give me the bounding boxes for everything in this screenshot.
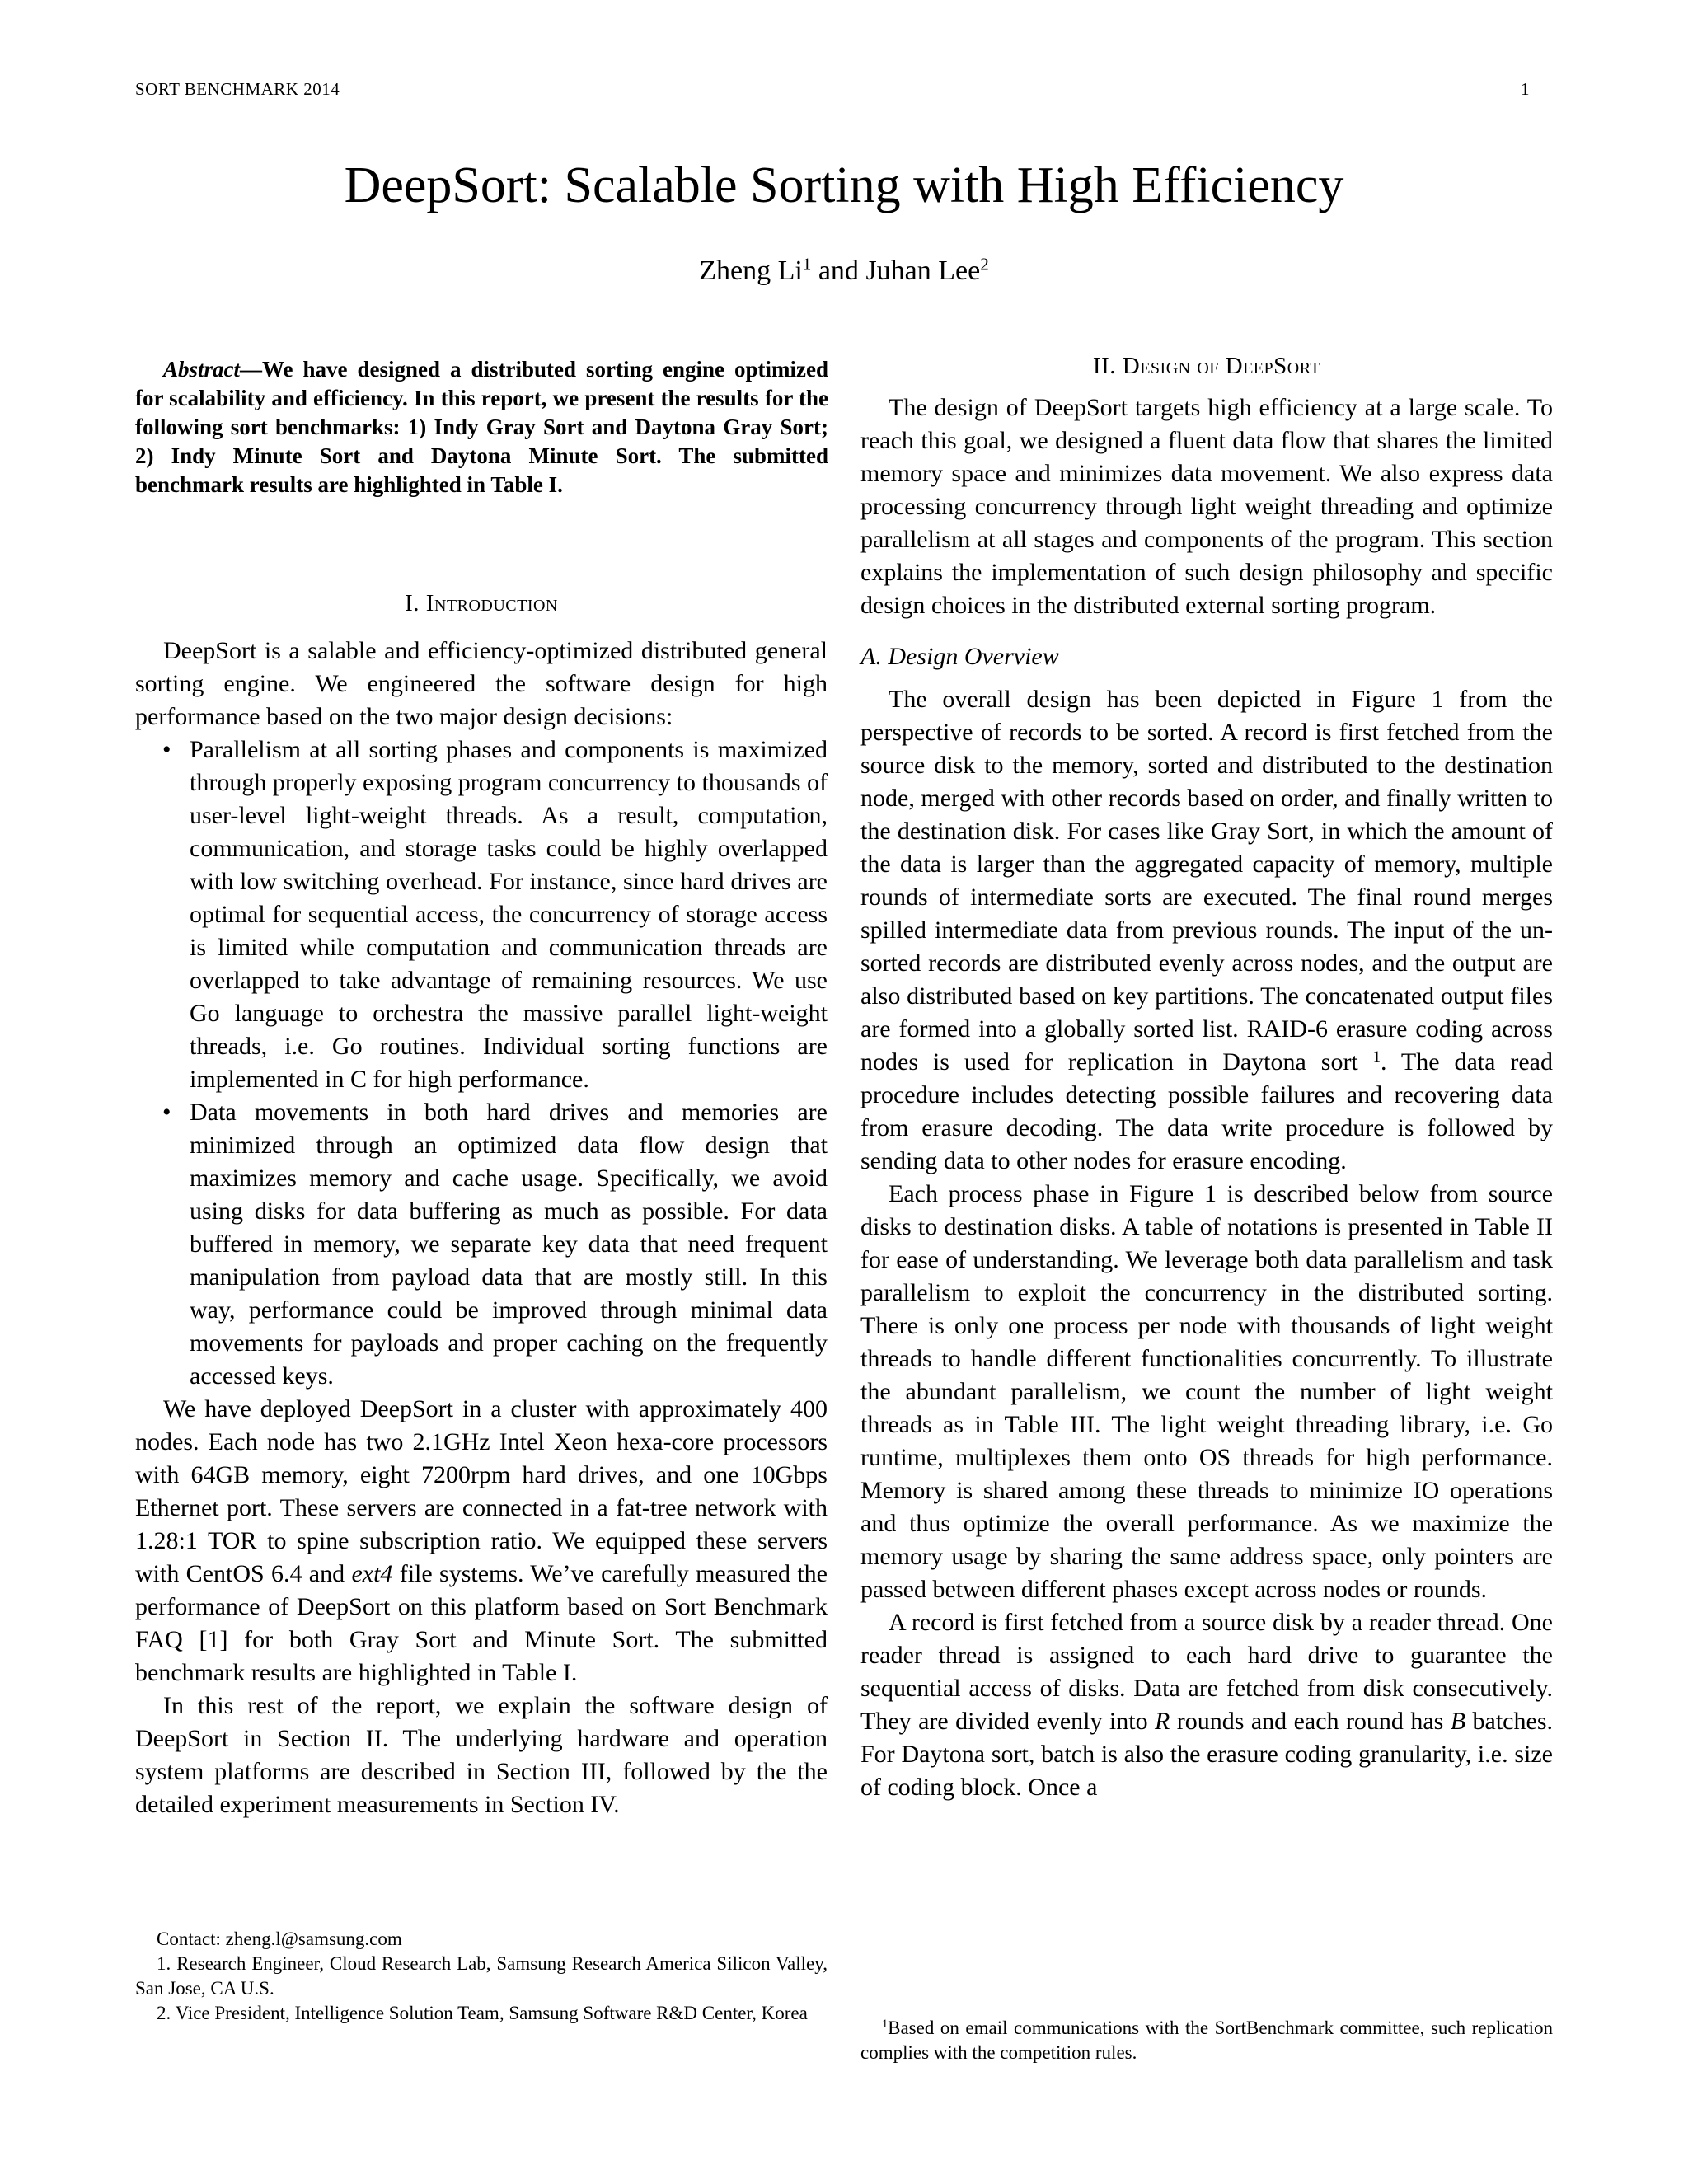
- author-1: Zheng Li: [699, 255, 803, 286]
- footnote-ref-1[interactable]: 1: [1372, 1047, 1381, 1066]
- paper-title: DeepSort: Scalable Sorting with High Efficiency: [344, 157, 1344, 213]
- intro-paragraph: DeepSort is a salable and efficiency-optimized distributed general sorting engine. We engineered the software design for high performance based on the two major design decisions:: [135, 637, 828, 730]
- section-2-title: Design of DeepSort: [1122, 353, 1321, 379]
- section-1-numeral: I.: [405, 590, 420, 616]
- replication-footnote: [860, 2016, 1553, 2065]
- author-footnotes: [135, 1927, 828, 2026]
- design-decisions-list: [135, 733, 828, 1393]
- reader-text-c: batches. For Daytona sort, batch is also the erasure coding granularity, i.e. size of coding block. Once a: [860, 1708, 1553, 1801]
- reader-paragraph: [860, 1606, 1553, 1804]
- subsection-a-heading: A. Design Overview: [860, 643, 1059, 670]
- section-1-body: [135, 635, 828, 1821]
- design-paragraph: The design of DeepSort targets high efficiency at a large scale. To reach this goal, we designed a fluent data flow that shares the limited memory space and minimizes data movement. We also express data processing concurrency through light weight threading and optimize parallelism at all stages and components of the program. This section explains the implementation of such design philosophy and specific design choices in the distributed external sorting program.: [860, 394, 1553, 619]
- deployment-text-a: We have deployed DeepSort in a cluster with approximately 400 nodes. Each node has two 2.1GHz Intel Xeon hexa-core processors with 64GB memory, eight 7200rpm hard drives, and one 10Gbps Ethernet port. These servers are connected in a fat-tree network with 1.28:1 TOR to spine subscription ratio. We equipped these servers with CentOS 6.4 and: [135, 1395, 828, 1587]
- phases-paragraph: Each process phase in Figure 1 is described below from source disks to destination disks. A table of notations is presented in Table II for ease of understanding. We leverage both data parallelism and task parallelism to exploit the concurrency in the distributed sorting. There is only one process per node with thousands of light weight threads to handle different functionalities concurrently. To illustrate the abundant parallelism, we count the number of light weight threads as in Table III. The light weight threading library, i.e. Go runtime, multiplexes them onto OS threads for high performance. Memory is shared among these threads to minimize IO operations and thus optimize the overall performance. As we maximize the memory usage by sharing the same address space, only pointers are passed between different phases except across nodes or rounds.: [860, 1180, 1553, 1603]
- author-2-affil-mark: 2: [980, 254, 989, 274]
- running-header: SORT BENCHMARK 2014: [135, 79, 340, 99]
- footnote-body: [860, 2016, 1553, 2065]
- list-item: • Data movements in both hard drives and memories are minimized through an optimized data flow design that maximizes memory and cache usage. Specifically, we avoid using disks for data buffering as much as possible. For data buffered in memory, we separate key data that need frequent manipulation from payload data that are mostly still. In this way, performance could be improved through minimal data movements for payloads and proper caching on the frequently accessed keys.: [135, 1096, 828, 1393]
- section-1-title: Introduction: [425, 590, 558, 616]
- abstract-text: —We have designed a distributed sorting engine optimized for scalability and efficiency. In this report, we present the results for the following sort benchmarks: 1) Indy Gray Sort and Daytona Gray Sort; 2) Indy Minute Sort and Daytona Minute Sort. The submitted benchmark results are highlighted in Table I.: [135, 357, 828, 497]
- section-1-heading: [135, 590, 828, 617]
- page-number: 1: [1521, 79, 1530, 99]
- footnote-text: Based on email communications with the SortBenchmark committee, such replication complies with the competition rules.: [860, 2018, 1553, 2063]
- abstract: [135, 355, 828, 499]
- author-line: [0, 255, 1688, 287]
- outline-paragraph: In this rest of the report, we explain the software design of DeepSort in Section II. The underlying hardware and operation system platforms are described in Section III, followed by the the detailed experiment measurements in Section IV.: [135, 1692, 828, 1818]
- overview-text-b: . The data read procedure includes detecting possible failures and recovering data from erasure decoding. The data write procedure is followed by sending data to other nodes for erasure encoding.: [860, 1048, 1553, 1174]
- section-2-numeral: II.: [1092, 353, 1116, 379]
- section-2-body: [860, 391, 1553, 1804]
- footnote-mark: 1: [882, 2018, 889, 2032]
- overview-paragraph: [860, 683, 1553, 1178]
- overview-text-a: The overall design has been depicted in Figure 1 from the perspective of records to be sorted. A record is first fetched from the source disk to the memory, sorted and distributed to the destination node, merged with other records based on order, and finally written to the destination disk. For cases like Gray Sort, in which the amount of the data is larger than the aggregated capacity of memory, multiple rounds of intermediate sorts are executed. The final round merges spilled intermediate data from previous rounds. The input of the un-sorted records are distributed evenly across nodes, and the output are also distributed based on key partitions. The concatenated output files are formed into a globally sorted list. RAID-6 erasure coding across nodes is used for replication in Daytona sort: [860, 686, 1553, 1076]
- batches-variable: B: [1450, 1708, 1466, 1735]
- author-2: Juhan Lee: [865, 255, 981, 286]
- author-conjunction: and: [811, 255, 866, 286]
- reader-text-b: rounds and each round has: [1170, 1708, 1451, 1735]
- abstract-label: Abstract: [163, 357, 241, 382]
- filesystem-name: ext4: [351, 1560, 393, 1587]
- reader-text-a: A record is first fetched from a source disk by a reader thread. One reader thread is assigned to each hard drive to guarantee the sequential access of disks. Data are fetched from disk consecutively. They are divided evenly into: [860, 1609, 1553, 1735]
- affiliation-footnote-1: 1. Research Engineer, Cloud Research Lab, Samsung Research America Silicon Valley, San Jose, CA U.S.: [135, 1953, 828, 1999]
- rounds-variable: R: [1155, 1708, 1170, 1735]
- affiliation-footnote-2: 2. Vice President, Intelligence Solution Team, Samsung Software R&D Center, Korea: [157, 2003, 808, 2023]
- author-1-affil-mark: 1: [802, 254, 812, 274]
- list-item: • Parallelism at all sorting phases and components is maximized through properly exposing program concurrency to thousands of user-level light-weight threads. As a result, computation, communication, and storage tasks could be highly overlapped with low switching overhead. For instance, since hard drives are optimal for sequential access, the concurrency of storage access is limited while computation and communication threads are overlapped to take advantage of remaining resources. We use Go language to orchestra the massive parallel light-weight threads, i.e. Go routines. Individual sorting functions are implemented in C for high performance.: [135, 733, 828, 1096]
- deployment-paragraph: [135, 1393, 828, 1690]
- section-2-heading: [860, 353, 1553, 380]
- contact-footnote: Contact: zheng.l@samsung.com: [157, 1929, 402, 1949]
- deployment-text-b: file systems. We’ve carefully measured the performance of DeepSort on this platform based on Sort Benchmark FAQ [1] for both Gray Sort and Minute Sort. The submitted benchmark results are highlighted in Table I.: [135, 1560, 828, 1686]
